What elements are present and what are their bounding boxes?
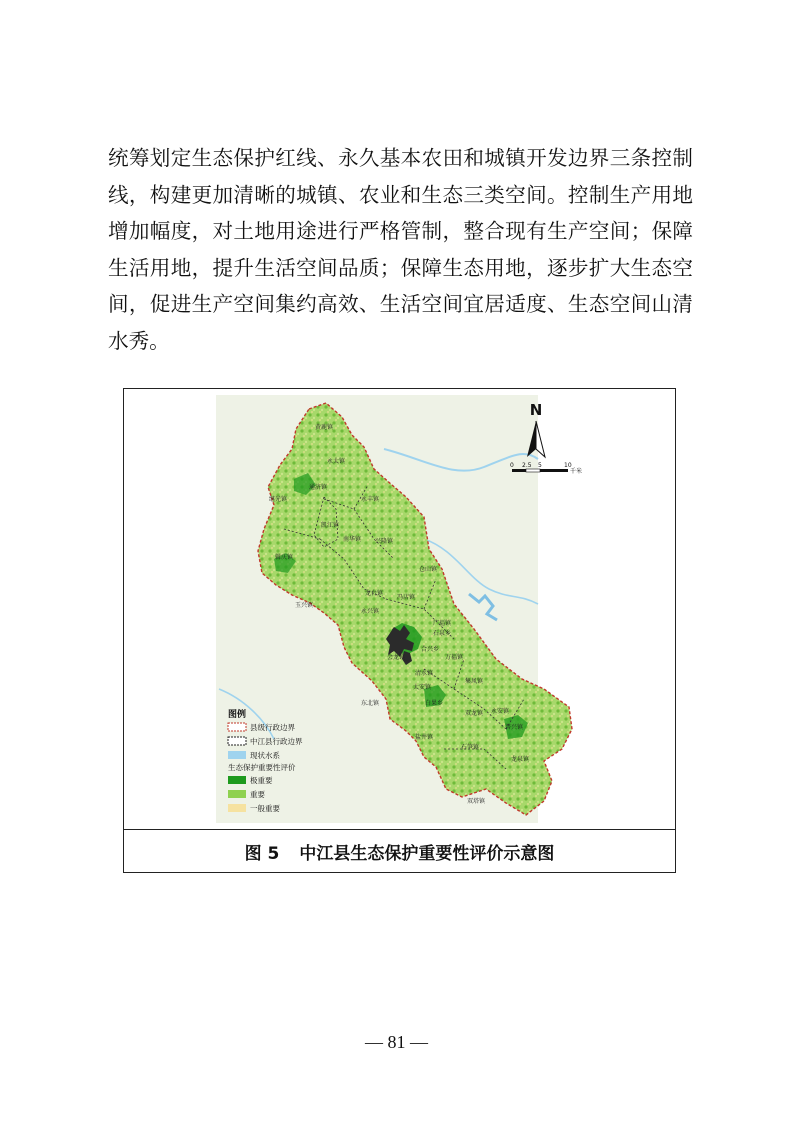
scale-tick-label: 10 [564,462,572,469]
town-label: 清水镇 [414,670,434,677]
town-label: 凯江镇 [320,522,340,529]
town-label: 石笋镇 [460,744,480,751]
scale-tick-label: 5 [538,462,542,469]
town-label: 广福镇 [432,620,452,627]
scale-tick-label: 2.5 [522,462,532,469]
scale-unit: 千米 [570,468,583,475]
ecological-importance-map [124,389,674,829]
town-label: 冯店镇 [396,594,416,601]
page-number: — 81 — [365,1032,428,1052]
legend-label: 重要 [250,790,265,799]
body-line: 线，构建更加清晰的城镇、农业和生态三类空间。控制生产用地 [108,182,693,207]
town-label: 普兴镇 [504,724,524,731]
figure-caption [124,829,675,873]
figure-title: 中江县生态保护重要性评价示意图 [299,844,555,864]
town-label: 南华镇 [342,536,362,543]
town-label: 玉兴镇 [294,602,314,609]
body-line: 增加幅度，对土地用途进行严格管制，整合现有生产空间；保障 [108,219,693,243]
town-label: 集凤镇 [464,678,484,685]
town-label: 双塔镇 [466,798,486,805]
town-label: 龙台镇 [364,590,384,597]
legend-label: 中江县行政边界 [250,737,303,746]
town-label: 合兴乡 [420,646,440,653]
town-label: 永丰镇 [360,496,380,503]
legend-subtitle: 生态保护重要性评价 [228,763,296,772]
north-label: N [529,401,543,419]
town-label: 石泉乡 [432,630,452,637]
town-label: 会龙镇 [386,654,406,661]
legend-label: 县级行政边界 [250,723,295,732]
town-label: 仓山镇 [418,566,438,573]
legend-title: 图例 [228,710,247,720]
town-label: 龙泉镇 [510,756,530,763]
figure-number: 图 5 [244,844,280,864]
town-label: 永太镇 [326,458,346,465]
scale-tick-label: 0 [510,462,514,469]
town-label: 黄鹿镇 [314,424,334,431]
legend-label: 极重要 [250,776,273,785]
legend-label: 一般重要 [250,804,280,813]
town-label: 太安镇 [412,684,432,691]
town-label: 辑庆镇 [274,554,294,561]
figure-frame [123,388,676,873]
town-label: 盐井镇 [414,734,434,741]
town-label: 永安镇 [490,708,510,715]
town-label: 东北镇 [360,700,380,707]
town-label: 兴隆镇 [374,538,394,545]
town-label: 万福镇 [444,654,464,661]
town-label: 双龙镇 [464,710,484,717]
body-line: 统筹划定生态保护红线、永久基本农田和城镇开发边界三条控制 [108,146,693,170]
town-label: 继光镇 [268,496,288,503]
town-label: 永兴镇 [360,608,380,615]
body-line: 间，促进生产空间集约高效、生活空间宜居适度、生态空间山清 [108,292,693,316]
body-paragraph [108,140,693,359]
town-label: 白果乡 [424,700,444,707]
body-line: 生活用地，提升生活空间品质；保障生态用地，逐步扩大生态空 [108,255,693,280]
body-line: 水秀。 [108,328,170,353]
town-label: 通济镇 [308,484,328,491]
legend-label: 现状水系 [250,751,280,760]
